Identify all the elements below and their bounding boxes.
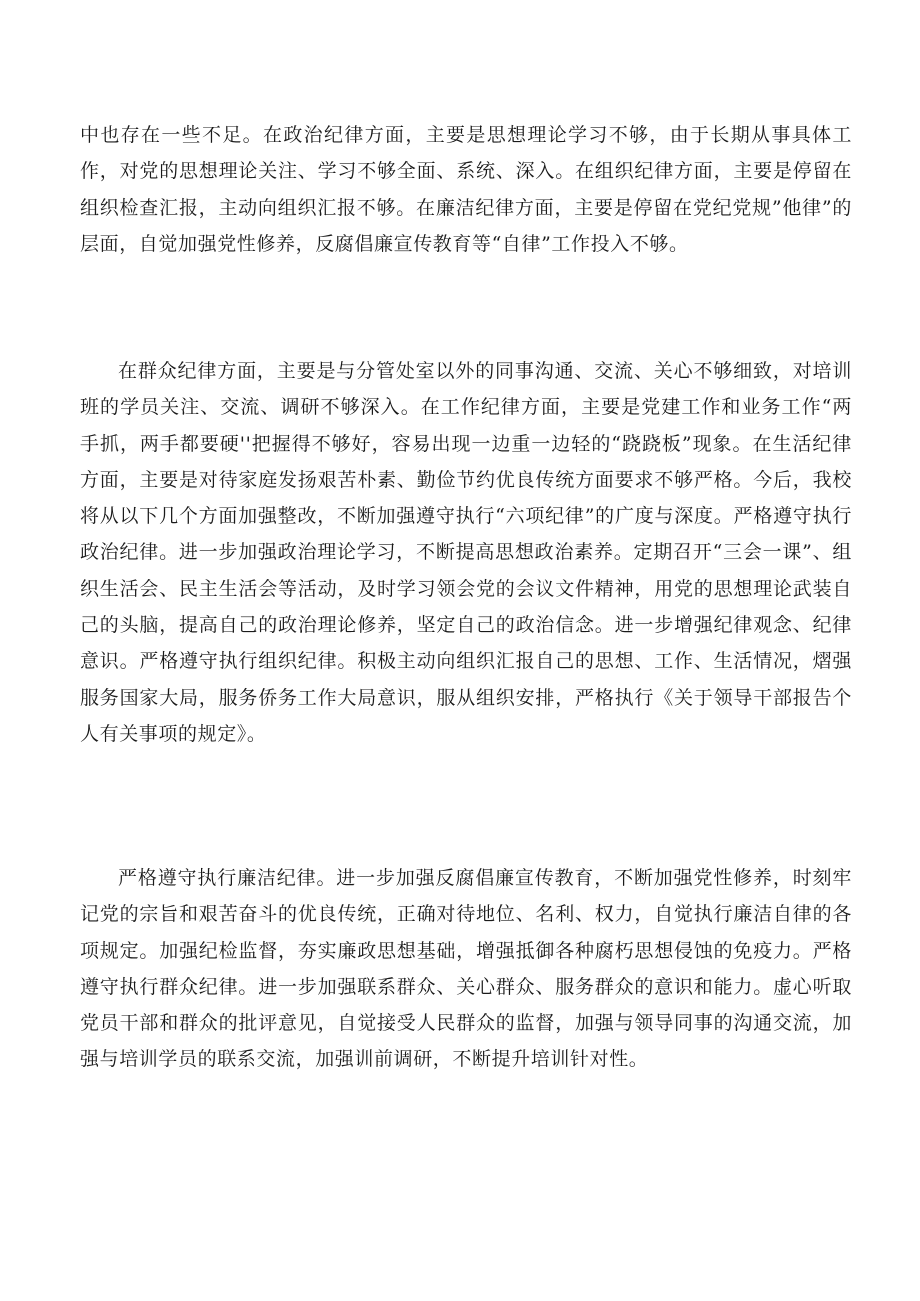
paragraph-1: 中也存在一些不足。在政治纪律方面，主要是思想理论学习不够，由于长期从事具体工作，对党的思想理论关注、学习不够全面、系统、深入。在组织纪律方面，主要是停留在组织检查汇报，主动向组织汇报不够。在廉洁纪律方面，主要是停留在党纪党规”他律”的层面，自觉加强党性修养，反腐倡廉宣传教育等“自律”工作投入不够。 [80,124,852,255]
paragraph-3: 严格遵守执行廉洁纪律。进一步加强反腐倡廉宣传教育，不断加强党性修养，时刻牢记党的宗旨和艰苦奋斗的优良传统，正确对待地位、名利、权力，自觉执行廉洁自律的各项规定。加强纪检监督，夯实廉政思想基础，增强抵御各种腐朽思想侵蚀的免疫力。严格遵守执行群众纪律。进一步加强联系群众、关心群众、服务群众的意识和能力。虚心听取党员干部和群众的批评意见，自觉接受人民群众的监督，加强与领导同事的沟通交流，加强与培训学员的联系交流，加强训前调研，不断提升培训针对性。 [80,867,852,1071]
paragraph-2: 在群众纪律方面，主要是与分管处室以外的同事沟通、交流、关心不够细致，对培训班的学员关注、交流、调研不够深入。在工作纪律方面，主要是党建工作和业务工作“两手抓，两手都要硬''把握得不够好，容易出现一边重一边轻的“跷跷板”现象。在生活纪律方面，主要是对待家庭发扬艰苦朴素、勤俭节约优良传统方面要求不够严格。今后，我校将从以下几个方面加强整改，不断加强遵守执行“六项纪律”的广度与深度。严格遵守执行政治纪律。进一步加强政治理论学习，不断提高思想政治素养。定期召开“三会一课”、组织生活会、民主生活会等活动，及时学习领会党的会议文件精神，用党的思想理论武装自己的头脑，提高自己的政治理论修养，坚定自己的政治信念。进一步增强纪律观念、纪律意识。严格遵守执行组织纪律。积极主动向组织汇报自己的思想、工作、生活情况，熠强服务国家大局，服务侨务工作大局意识，服从组织安排，严格执行《关于领导干部报告个人有关事项的规定》。 [80,360,852,745]
